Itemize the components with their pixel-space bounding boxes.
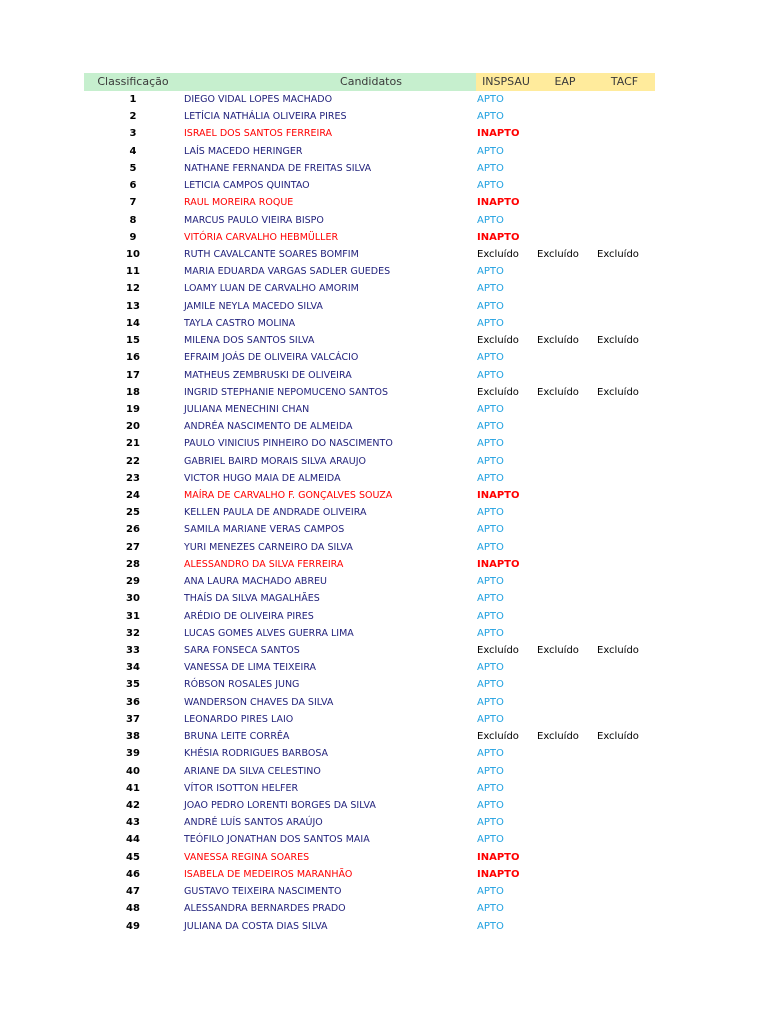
inspsau-status: APTO [477, 782, 504, 794]
table-row [84, 780, 655, 797]
tacf-status: Excluído [597, 645, 639, 656]
table-row [84, 91, 655, 108]
candidate-name: NATHANE FERNANDA DE FREITAS SILVA [184, 162, 372, 174]
candidate-name: VÍTOR ISOTTON HELFER [184, 782, 299, 794]
table-row [84, 246, 655, 263]
table-row [84, 349, 655, 366]
classification-number: 48 [126, 903, 140, 915]
classification-number: 14 [126, 317, 140, 329]
inspsau-status: APTO [477, 455, 504, 467]
inspsau-status: APTO [477, 593, 504, 605]
table-row [84, 315, 655, 332]
inspsau-status: APTO [477, 696, 504, 708]
inspsau-status: INAPTO [477, 197, 520, 209]
classification-number: 4 [129, 145, 137, 157]
classification-number: 28 [126, 558, 140, 570]
classification-number: 24 [126, 490, 140, 502]
header-classificacao: Classificação [84, 73, 182, 91]
classification-number: 30 [126, 593, 140, 605]
classification-number: 29 [126, 576, 140, 588]
inspsau-status: INAPTO [477, 128, 520, 140]
eap-status: Excluído [537, 335, 579, 347]
classification-number: 1 [129, 94, 137, 105]
classification-number: 16 [126, 352, 140, 364]
classification-number: 40 [126, 765, 140, 777]
candidate-name: KELLEN PAULA DE ANDRADE OLIVEIRA [184, 507, 367, 519]
candidate-name: LEONARDO PIRES LAIO [184, 713, 294, 725]
inspsau-status: Excluído [477, 335, 519, 347]
table-row [84, 539, 655, 556]
candidate-name: ISRAEL DOS SANTOS FERREIRA [184, 128, 333, 140]
classification-number: 9 [129, 231, 137, 243]
table-row [84, 298, 655, 315]
classification-number: 36 [126, 696, 140, 708]
inspsau-status: APTO [477, 799, 504, 811]
candidate-name: MARCUS PAULO VIEIRA BISPO [184, 214, 324, 226]
classification-number: 41 [126, 782, 140, 794]
table-row [84, 143, 655, 160]
table-row [84, 625, 655, 642]
candidate-name: THAÍS DA SILVA MAGALHÃES [184, 593, 320, 605]
inspsau-status: APTO [477, 369, 504, 381]
table-row [84, 194, 655, 211]
classification-number: 21 [126, 438, 140, 450]
inspsau-status: APTO [477, 834, 504, 846]
classification-number: 3 [129, 128, 137, 140]
classification-number: 49 [126, 920, 140, 932]
inspsau-status: APTO [477, 679, 504, 691]
classification-number: 25 [126, 507, 140, 519]
inspsau-status: APTO [477, 576, 504, 588]
classification-number: 6 [129, 180, 137, 192]
candidate-name: SAMILA MARIANE VERAS CAMPOS [184, 524, 345, 536]
candidate-name: BRUNA LEITE CORRÊA [184, 731, 290, 743]
candidate-name: RÓBSON ROSALES JUNG [184, 679, 300, 691]
table-row [84, 212, 655, 229]
inspsau-status: Excluído [477, 386, 519, 398]
table-row [84, 918, 655, 935]
inspsau-status: APTO [477, 403, 504, 415]
inspsau-status: APTO [477, 765, 504, 777]
table-row [84, 883, 655, 900]
candidate-name: VANESSA REGINA SOARES [184, 851, 310, 863]
table-row [84, 280, 655, 297]
classification-number: 12 [126, 283, 140, 295]
inspsau-status: APTO [477, 713, 504, 725]
inspsau-status: APTO [477, 507, 504, 519]
table-row [84, 263, 655, 280]
inspsau-status: APTO [477, 472, 504, 484]
table-row [84, 831, 655, 848]
table-row [84, 711, 655, 728]
classification-number: 20 [126, 421, 140, 433]
candidate-name: TAYLA CASTRO MOLINA [184, 317, 296, 329]
classification-number: 32 [126, 627, 140, 639]
table-row [84, 608, 655, 625]
table-row [84, 418, 655, 435]
table-row [84, 125, 655, 142]
inspsau-status: APTO [477, 662, 504, 674]
inspsau-status: APTO [477, 214, 504, 226]
inspsau-status: APTO [477, 903, 504, 915]
candidate-name: RAUL MOREIRA ROQUE [184, 197, 294, 209]
inspsau-status: APTO [477, 627, 504, 639]
table-row [84, 573, 655, 590]
candidate-name: VITÓRIA CARVALHO HEBMÜLLER [184, 231, 339, 243]
inspsau-status: INAPTO [477, 231, 520, 243]
candidate-name: LETÍCIA NATHÁLIA OLIVEIRA PIRES [184, 111, 347, 123]
table-row [84, 642, 655, 659]
eap-status: Excluído [537, 386, 579, 398]
table-row [84, 229, 655, 246]
classification-number: 13 [126, 300, 140, 312]
table-row [84, 177, 655, 194]
tacf-status: Excluído [597, 386, 639, 398]
candidate-name: SARA FONSECA SANTOS [184, 645, 300, 656]
candidate-name: TEÓFILO JONATHAN DOS SANTOS MAIA [184, 834, 370, 846]
table-row [84, 849, 655, 866]
inspsau-status: APTO [477, 421, 504, 433]
classification-number: 23 [126, 472, 140, 484]
candidate-name: GABRIEL BAIRD MORAIS SILVA ARAUJO [184, 455, 367, 467]
candidate-name: LUCAS GOMES ALVES GUERRA LIMA [184, 627, 354, 639]
inspsau-status: APTO [477, 748, 504, 760]
classification-number: 7 [129, 197, 137, 209]
candidate-name: MILENA DOS SANTOS SILVA [184, 335, 315, 347]
inspsau-status: APTO [477, 111, 504, 123]
candidate-name: MAÍRA DE CARVALHO F. GONÇALVES SOUZA [184, 490, 393, 502]
candidate-name: ANDRÉ LUÍS SANTOS ARAÚJO [184, 817, 323, 829]
inspsau-status: APTO [477, 266, 504, 278]
inspsau-status: Excluído [477, 248, 519, 260]
candidate-name: JULIANA MENECHINI CHAN [184, 403, 310, 415]
table-row [84, 866, 655, 883]
table-row [84, 521, 655, 538]
table-row [84, 728, 655, 745]
classification-number: 10 [126, 248, 140, 260]
table-row [84, 900, 655, 917]
inspsau-status: APTO [477, 610, 504, 622]
classification-number: 15 [126, 335, 140, 347]
header-inspsau: INSPSAU [476, 73, 536, 91]
table-row [84, 435, 655, 452]
table-row [84, 590, 655, 607]
classification-number: 18 [126, 386, 140, 398]
candidate-name: LOAMY LUAN DE CARVALHO AMORIM [184, 283, 359, 295]
candidate-name: ALESSANDRA BERNARDES PRADO [184, 903, 346, 915]
table-row [84, 763, 655, 780]
classification-number: 8 [129, 214, 137, 226]
candidate-name: DIEGO VIDAL LOPES MACHADO [184, 94, 333, 105]
table-row [84, 487, 655, 504]
candidate-name: JULIANA DA COSTA DIAS SILVA [184, 920, 328, 932]
header-eap: EAP [536, 73, 594, 91]
classification-number: 46 [126, 868, 140, 880]
inspsau-status: APTO [477, 300, 504, 312]
inspsau-status: APTO [477, 180, 504, 192]
inspsau-status: APTO [477, 94, 504, 105]
tacf-status: Excluído [597, 248, 639, 260]
candidate-name: PAULO VINICIUS PINHEIRO DO NASCIMENTO [184, 438, 393, 450]
table-row [84, 504, 655, 521]
inspsau-status: Excluído [477, 731, 519, 743]
candidate-name: INGRID STEPHANIE NEPOMUCENO SANTOS [184, 386, 388, 398]
classification-number: 26 [126, 524, 140, 536]
inspsau-status: APTO [477, 817, 504, 829]
eap-status: Excluído [537, 731, 579, 743]
table-row [84, 367, 655, 384]
inspsau-status: APTO [477, 352, 504, 364]
table-row [84, 332, 655, 349]
inspsau-status: INAPTO [477, 851, 520, 863]
classification-number: 35 [126, 679, 140, 691]
inspsau-status: APTO [477, 145, 504, 157]
inspsau-status: APTO [477, 541, 504, 553]
classification-number: 5 [129, 162, 137, 174]
table-row [84, 108, 655, 125]
candidate-name: JOAO PEDRO LORENTI BORGES DA SILVA [184, 799, 376, 811]
candidate-name: GUSTAVO TEIXEIRA NASCIMENTO [184, 886, 342, 898]
classification-number: 47 [126, 886, 140, 898]
candidate-name: JAMILE NEYLA MACEDO SILVA [184, 300, 323, 312]
table-body [84, 91, 655, 935]
candidate-name: RUTH CAVALCANTE SOARES BOMFIM [184, 248, 359, 260]
table-row [84, 453, 655, 470]
classification-number: 2 [129, 111, 137, 123]
candidate-name: VANESSA DE LIMA TEIXEIRA [184, 662, 317, 674]
header-tacf: TACF [594, 73, 655, 91]
table-row [84, 470, 655, 487]
candidate-name: KHÉSIA RODRIGUES BARBOSA [184, 748, 329, 760]
classification-number: 38 [126, 731, 140, 743]
candidate-name: ARIANE DA SILVA CELESTINO [184, 765, 321, 777]
inspsau-status: APTO [477, 886, 504, 898]
inspsau-status: INAPTO [477, 558, 520, 570]
classification-number: 31 [126, 610, 140, 622]
eap-status: Excluído [537, 248, 579, 260]
classification-number: 11 [126, 266, 140, 278]
candidate-name: ALESSANDRO DA SILVA FERREIRA [184, 558, 344, 570]
classification-number: 19 [126, 403, 140, 415]
table-row [84, 745, 655, 762]
inspsau-status: INAPTO [477, 490, 520, 502]
classification-number: 42 [126, 799, 140, 811]
table-row [84, 160, 655, 177]
classification-number: 44 [126, 834, 140, 846]
candidate-name: VICTOR HUGO MAIA DE ALMEIDA [184, 472, 341, 484]
inspsau-status: APTO [477, 283, 504, 295]
classification-number: 34 [126, 662, 140, 674]
table-header [84, 73, 655, 91]
candidate-name: WANDERSON CHAVES DA SILVA [184, 696, 334, 708]
tacf-status: Excluído [597, 335, 639, 347]
table-row [84, 676, 655, 693]
classification-number: 43 [126, 817, 140, 829]
results-table [84, 73, 655, 935]
classification-number: 37 [126, 713, 140, 725]
candidate-name: MATHEUS ZEMBRUSKI DE OLIVEIRA [184, 369, 352, 381]
candidate-name: ANA LAURA MACHADO ABREU [184, 576, 328, 588]
table-row [84, 401, 655, 418]
candidate-name: LETICIA CAMPOS QUINTAO [184, 180, 310, 192]
inspsau-status: APTO [477, 162, 504, 174]
candidate-name: LAÍS MACEDO HERINGER [184, 145, 303, 157]
classification-number: 33 [126, 645, 140, 656]
candidate-name: YURI MENEZES CARNEIRO DA SILVA [184, 541, 353, 553]
inspsau-status: Excluído [477, 645, 519, 656]
classification-number: 17 [126, 369, 140, 381]
candidate-name: EFRAIM JOÁS DE OLIVEIRA VALCÁCIO [184, 352, 359, 364]
classification-number: 27 [126, 541, 140, 553]
candidate-name: ISABELA DE MEDEIROS MARANHÃO [184, 868, 353, 880]
table-row [84, 659, 655, 676]
header-candidatos: Candidatos [182, 73, 560, 91]
inspsau-status: INAPTO [477, 868, 520, 880]
inspsau-status: APTO [477, 317, 504, 329]
classification-number: 39 [126, 748, 140, 760]
classification-number: 45 [126, 851, 140, 863]
classification-number: 22 [126, 455, 140, 467]
tacf-status: Excluído [597, 731, 639, 743]
table-row [84, 384, 655, 401]
inspsau-status: APTO [477, 920, 504, 932]
table-row [84, 797, 655, 814]
inspsau-status: APTO [477, 438, 504, 450]
inspsau-status: APTO [477, 524, 504, 536]
candidate-name: ARÉDIO DE OLIVEIRA PIRES [184, 610, 314, 622]
eap-status: Excluído [537, 645, 579, 656]
candidate-name: MARIA EDUARDA VARGAS SADLER GUEDES [184, 266, 391, 278]
table-row [84, 556, 655, 573]
table-row [84, 694, 655, 711]
candidate-name: ANDRÉA NASCIMENTO DE ALMEIDA [184, 421, 353, 433]
table-row [84, 814, 655, 831]
